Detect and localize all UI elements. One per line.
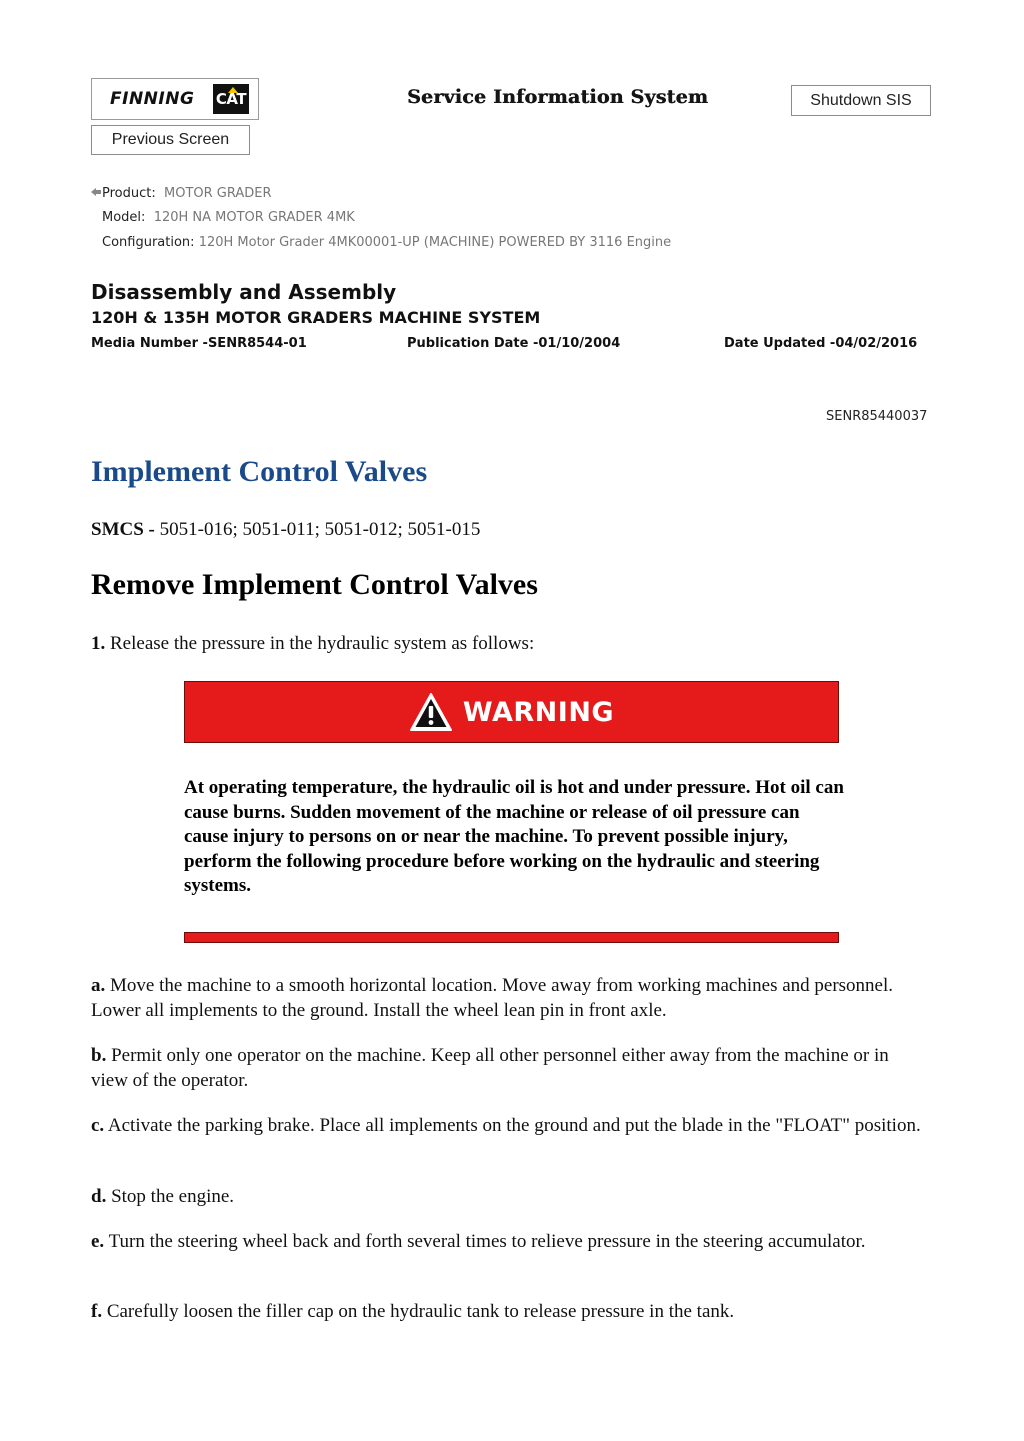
warning-banner: [184, 681, 839, 743]
model-value: 120H NA MOTOR GRADER 4MK: [153, 210, 355, 225]
media-number: Media Number -SENR8544-01: [91, 336, 307, 351]
shutdown-sis-button[interactable]: Shutdown SIS: [791, 85, 931, 116]
date-updated: Date Updated -04/02/2016: [724, 336, 918, 351]
step-1-number: 1.: [91, 633, 106, 654]
warning-text: At operating temperature, the hydraulic oil is hot and under pressure. Hot oil can cause burns. Sudden movement of the machine or release of oil pressure can cause injury to persons on or near the machine. To prevent possible injury, perform the following procedure before working on the hydraulic and steering systems.: [184, 777, 844, 896]
document-id: SENR85440037: [826, 409, 928, 424]
warning-bottom-bar: [184, 932, 839, 943]
product-value: MOTOR GRADER: [164, 186, 272, 201]
configuration-value: 120H Motor Grader 4MK00001-UP (MACHINE) POWERED BY 3116 Engine: [198, 235, 672, 250]
sis-title: Service Information System: [407, 86, 709, 108]
model-row: [102, 210, 355, 225]
substep-text: Stop the engine.: [111, 1186, 235, 1207]
substep-label: a.: [91, 975, 106, 996]
model-label: Model:: [102, 210, 146, 225]
previous-screen-button[interactable]: Previous Screen: [91, 125, 250, 155]
publication-date: Publication Date -01/10/2004: [407, 336, 621, 351]
substep-label: c.: [91, 1115, 105, 1136]
substep-a: [91, 973, 921, 1023]
product-label: Product:: [102, 186, 156, 201]
cat-logo-triangle: [228, 87, 238, 93]
finning-cat-logo: [91, 78, 259, 120]
section-heading: Remove Implement Control Valves: [91, 568, 538, 601]
substep-b: [91, 1043, 921, 1093]
page-heading: Implement Control Valves: [91, 455, 428, 488]
configuration-row: [102, 235, 671, 250]
substep-f: [91, 1299, 921, 1324]
substep-text: Move the machine to a smooth horizontal location. Move away from working machines and personnel. Lower all implements to the ground. Install the wheel lean pin in front axle.: [91, 975, 894, 1021]
smcs-line: [91, 517, 480, 542]
document-title: Disassembly and Assembly: [91, 280, 397, 304]
smcs-value: 5051-016; 5051-011; 5051-012; 5051-015: [159, 519, 481, 540]
substep-text: Permit only one operator on the machine. Keep all other personnel either away from the machine or in view of the operator.: [91, 1045, 889, 1091]
substep-label: b.: [91, 1045, 107, 1066]
substep-c: [91, 1113, 921, 1138]
substep-label: f.: [91, 1301, 103, 1322]
substep-text: Carefully loosen the filler cap on the hydraulic tank to release pressure in the tank.: [106, 1301, 735, 1322]
step-1-text: Release the pressure in the hydraulic system as follows:: [110, 633, 535, 654]
smcs-label: SMCS -: [91, 519, 155, 540]
step-1: [91, 631, 534, 656]
cat-logo-text: CAT: [215, 90, 247, 108]
finning-logo-text: FINNING: [110, 89, 195, 109]
substep-text: Activate the parking brake. Place all implements on the ground and put the blade in the "FLOAT" position.: [107, 1115, 921, 1136]
warning-label: WARNING: [462, 696, 615, 728]
substep-text: Turn the steering wheel back and forth several times to relieve pressure in the steering accumulator.: [108, 1231, 866, 1252]
product-arrow-icon: [90, 186, 102, 198]
substep-d: [91, 1184, 921, 1209]
substep-label: d.: [91, 1186, 107, 1207]
document-subtitle: 120H & 135H MOTOR GRADERS MACHINE SYSTEM: [91, 308, 541, 327]
product-row: [90, 186, 272, 201]
substep-label: e.: [91, 1231, 105, 1252]
cat-logo: [213, 84, 249, 114]
warning-triangle-icon: [409, 692, 453, 732]
substep-e: [91, 1229, 921, 1254]
configuration-label: Configuration:: [102, 235, 195, 250]
